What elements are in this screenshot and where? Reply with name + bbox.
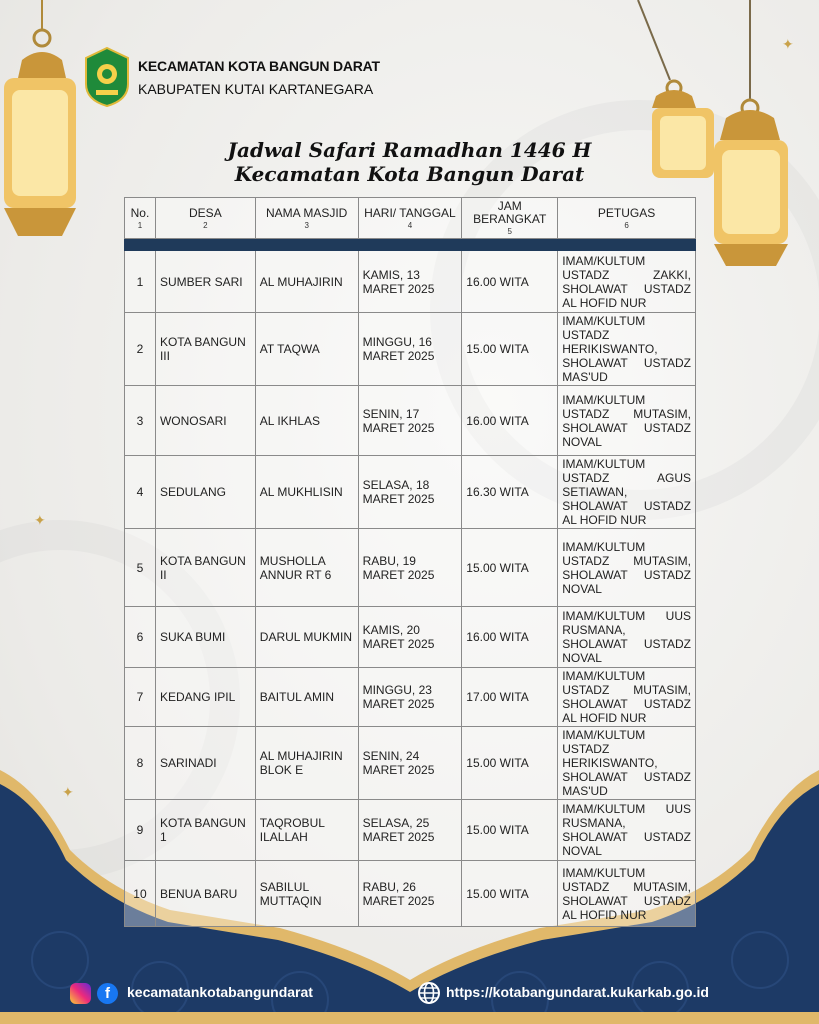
cell-desa: SEDULANG bbox=[155, 456, 255, 529]
cell-tanggal: RABU, 19 MARET 2025 bbox=[358, 529, 462, 607]
header bbox=[84, 46, 380, 108]
cell-petugas: IMAM/KULTUM USTADZ ZAKKI, SHOLAWAT USTADZ AL HOFID NUR bbox=[558, 251, 696, 313]
cell-desa: KEDANG IPIL bbox=[155, 668, 255, 727]
cell-masjid: SABILUL MUTTAQIN bbox=[255, 861, 358, 927]
cell-desa: BENUA BARU bbox=[155, 861, 255, 927]
cell-masjid: AL IKHLAS bbox=[255, 386, 358, 456]
schedule-table bbox=[124, 197, 696, 927]
column-header: DESA 2 bbox=[155, 198, 255, 239]
cell-jam: 16.30 WITA bbox=[462, 456, 558, 529]
cell-tanggal: RABU, 26 MARET 2025 bbox=[358, 861, 462, 927]
cell-petugas: IMAM/KULTUM UUS RUSMANA, SHOLAWAT USTADZ NOVAL bbox=[558, 800, 696, 861]
header-divider-bar bbox=[125, 239, 696, 251]
footer-links bbox=[0, 978, 819, 1008]
cell-no: 8 bbox=[125, 727, 156, 800]
cell-petugas: IMAM/KULTUM UUS RUSMANA, SHOLAWAT USTADZ NOVAL bbox=[558, 607, 696, 668]
cell-desa: SUKA BUMI bbox=[155, 607, 255, 668]
cell-jam: 17.00 WITA bbox=[462, 668, 558, 727]
column-header: No. 1 bbox=[125, 198, 156, 239]
sparkle-icon: ✦ bbox=[62, 784, 74, 800]
cell-petugas: IMAM/KULTUM USTADZ MUTASIM, SHOLAWAT USTADZ AL HOFID NUR bbox=[558, 668, 696, 727]
cell-jam: 15.00 WITA bbox=[462, 727, 558, 800]
instagram-handle-link[interactable]: kecamatankotabangundarat bbox=[127, 984, 313, 1000]
cell-tanggal: SELASA, 25 MARET 2025 bbox=[358, 800, 462, 861]
column-header: HARI/ TANGGAL 4 bbox=[358, 198, 462, 239]
table-row bbox=[125, 607, 696, 668]
cell-jam: 16.00 WITA bbox=[462, 386, 558, 456]
table-row bbox=[125, 668, 696, 727]
table-row bbox=[125, 313, 696, 386]
cell-jam: 15.00 WITA bbox=[462, 861, 558, 927]
cell-tanggal: KAMIS, 13 MARET 2025 bbox=[358, 251, 462, 313]
cell-no: 1 bbox=[125, 251, 156, 313]
cell-no: 10 bbox=[125, 861, 156, 927]
cell-masjid: AL MUHAJIRIN bbox=[255, 251, 358, 313]
column-header: PETUGAS 6 bbox=[558, 198, 696, 239]
cell-petugas: IMAM/KULTUM USTADZ AGUS SETIAWAN, SHOLAWAT USTADZ AL HOFID NUR bbox=[558, 456, 696, 529]
cell-desa: KOTA BANGUN 1 bbox=[155, 800, 255, 861]
cell-petugas: IMAM/KULTUM USTADZ MUTASIM, SHOLAWAT USTADZ AL HOFID NUR bbox=[558, 861, 696, 927]
cell-desa: KOTA BANGUN III bbox=[155, 313, 255, 386]
regency-emblem-icon bbox=[84, 46, 130, 108]
cell-no: 2 bbox=[125, 313, 156, 386]
table-row bbox=[125, 529, 696, 607]
instagram-icon[interactable] bbox=[70, 983, 91, 1004]
sparkle-icon: ✦ bbox=[782, 36, 794, 52]
cell-masjid: DARUL MUKMIN bbox=[255, 607, 358, 668]
cell-no: 9 bbox=[125, 800, 156, 861]
table-row bbox=[125, 727, 696, 800]
org-title: KECAMATAN KOTA BANGUN DARAT bbox=[138, 57, 380, 74]
cell-tanggal: SENIN, 17 MARET 2025 bbox=[358, 386, 462, 456]
title-line-2: Kecamatan Kota Bangun Darat bbox=[234, 162, 585, 186]
table-row bbox=[125, 251, 696, 313]
cell-masjid: BAITUL AMIN bbox=[255, 668, 358, 727]
cell-desa: SUMBER SARI bbox=[155, 251, 255, 313]
facebook-icon[interactable]: f bbox=[97, 983, 118, 1004]
cell-tanggal: MINGGU, 23 MARET 2025 bbox=[358, 668, 462, 727]
website-link[interactable]: https://kotabangundarat.kukarkab.go.id bbox=[446, 984, 709, 1000]
cell-no: 4 bbox=[125, 456, 156, 529]
cell-desa: WONOSARI bbox=[155, 386, 255, 456]
cell-petugas: IMAM/KULTUM USTADZ MUTASIM, SHOLAWAT USTADZ NOVAL bbox=[558, 386, 696, 456]
globe-icon bbox=[417, 981, 441, 1005]
cell-no: 3 bbox=[125, 386, 156, 456]
cell-desa: SARINADI bbox=[155, 727, 255, 800]
cell-masjid: TAQROBUL ILALLAH bbox=[255, 800, 358, 861]
lantern-left-icon bbox=[0, 0, 80, 245]
cell-jam: 15.00 WITA bbox=[462, 313, 558, 386]
cell-no: 7 bbox=[125, 668, 156, 727]
cell-tanggal: MINGGU, 16 MARET 2025 bbox=[358, 313, 462, 386]
sparkle-icon: ✦ bbox=[34, 512, 46, 528]
title-line-1: Jadwal Safari Ramadhan 1446 H bbox=[227, 138, 592, 162]
cell-jam: 16.00 WITA bbox=[462, 251, 558, 313]
cell-desa: KOTA BANGUN II bbox=[155, 529, 255, 607]
cell-tanggal: SELASA, 18 MARET 2025 bbox=[358, 456, 462, 529]
cell-masjid: AL MUKHLISIN bbox=[255, 456, 358, 529]
cell-tanggal: SENIN, 24 MARET 2025 bbox=[358, 727, 462, 800]
org-subtitle: KABUPATEN KUTAI KARTANEGARA bbox=[138, 80, 374, 97]
cell-no: 5 bbox=[125, 529, 156, 607]
cell-masjid: AL MUHAJIRIN BLOK E bbox=[255, 727, 358, 800]
cell-jam: 15.00 WITA bbox=[462, 800, 558, 861]
cell-tanggal: KAMIS, 20 MARET 2025 bbox=[358, 607, 462, 668]
cell-jam: 16.00 WITA bbox=[462, 607, 558, 668]
cell-masjid: MUSHOLLA ANNUR RT 6 bbox=[255, 529, 358, 607]
column-header: JAM BERANGKAT 5 bbox=[462, 198, 558, 239]
table-row bbox=[125, 456, 696, 529]
cell-petugas: IMAM/KULTUM USTADZ HERIKISWANTO, SHOLAWAT USTADZ MAS'UD bbox=[558, 313, 696, 386]
table-row bbox=[125, 861, 696, 927]
cell-petugas: IMAM/KULTUM USTADZ HERIKISWANTO, SHOLAWAT USTADZ MAS'UD bbox=[558, 727, 696, 800]
table-header-row bbox=[125, 198, 696, 239]
table-row bbox=[125, 800, 696, 861]
cell-petugas: IMAM/KULTUM USTADZ MUTASIM, SHOLAWAT USTADZ NOVAL bbox=[558, 529, 696, 607]
cell-masjid: AT TAQWA bbox=[255, 313, 358, 386]
column-header: NAMA MASJID 3 bbox=[255, 198, 358, 239]
cell-jam: 15.00 WITA bbox=[462, 529, 558, 607]
table-row bbox=[125, 386, 696, 456]
cell-no: 6 bbox=[125, 607, 156, 668]
